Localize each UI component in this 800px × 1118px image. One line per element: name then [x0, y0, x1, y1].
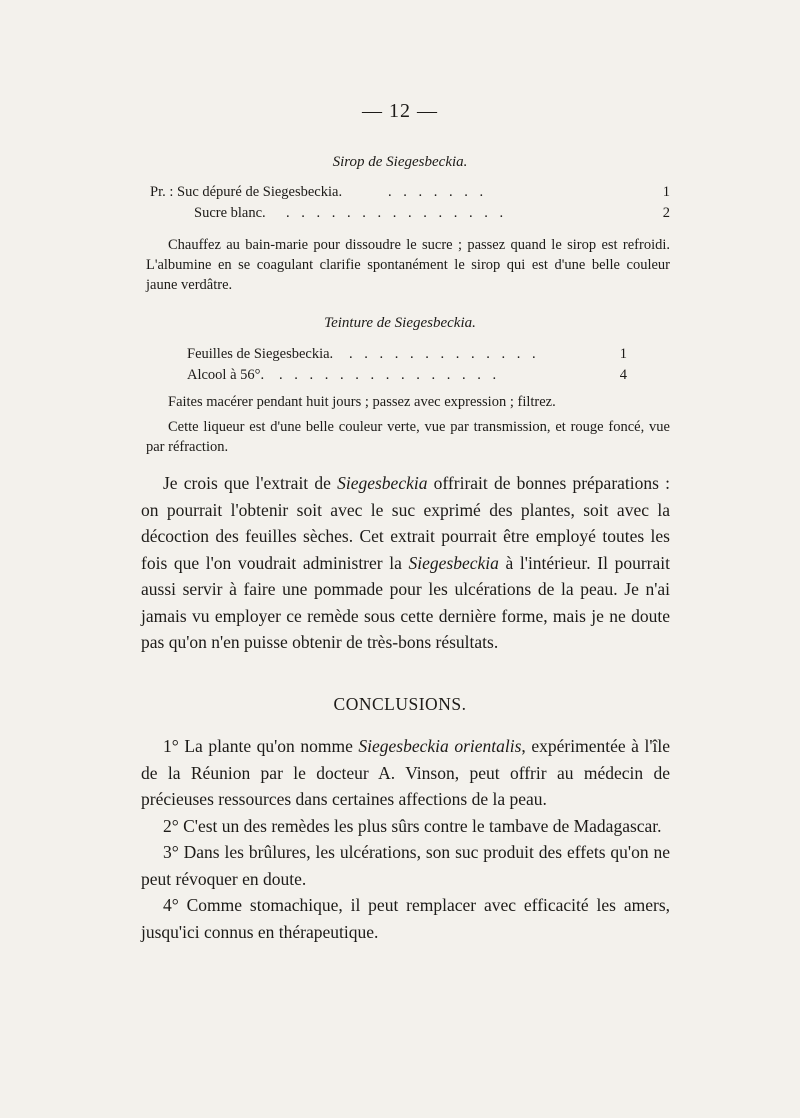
sirop-instructions: Chauffez au bain-marie pour dissoudre le sucre ; passez quand le sirop est refroidi. L'albumine en se coagulant clarifie spontanément le sirop qui est d'une belle couleur jaune verdâtre.	[146, 237, 670, 293]
conclusion-item-1: 1° La plante qu'on nomme Siegesbeckia orientalis, expérimentée à l'île de la Réunion par le docteur A. Vinson, peut offrir au médecin de précieuses ressources dans certaines affections de la peau.	[141, 736, 670, 809]
leader-dots: . . . . . . . . . . . . . . .	[279, 367, 501, 383]
recipe-ingredient: Alcool à 56°.	[187, 367, 265, 383]
teinture-instructions: Faites macérer pendant huit jours ; passez avec expression ; filtrez.	[168, 394, 556, 410]
italic-name: Siegesbeckia	[408, 552, 499, 573]
leader-dots: . . . . . . . . . . . . .	[349, 346, 540, 362]
main-paragraph	[141, 470, 670, 656]
teinture-description: Cette liqueur est d'une belle couleur verte, vue par transmission, et rouge foncé, vue par réfraction.	[146, 419, 670, 455]
conclusion-item-2: 2° C'est un des remèdes les plus sûrs contre le tambave de Madagascar.	[163, 815, 662, 836]
recipe-ingredient: Sucre blanc.	[194, 205, 266, 221]
recipe-row	[150, 203, 670, 224]
recipe-row	[187, 365, 627, 386]
recipe-row	[187, 344, 627, 365]
recipe-ingredient: Feuilles de Siegesbeckia.	[187, 346, 334, 362]
italic-name: Siegesbeckia	[337, 473, 428, 493]
teinture-recipe	[187, 344, 627, 386]
leader-dots: . . . . . . .	[388, 184, 488, 200]
recipe-ingredient: Suc dépuré de Siegesbeckia.	[177, 184, 343, 200]
teinture-title: Teinture de Siegesbeckia.	[324, 315, 476, 331]
sirop-recipe	[150, 182, 670, 224]
recipe-quantity: 1	[619, 346, 627, 362]
item-number: 4°	[163, 895, 179, 915]
text-run: offrirait de bonnes préparations : on pourrait l'obtenir soit avec le suc exprimé des plantes, soit avec la décoction des feuilles sèches. Cet extrait pourrait être employé toutes les fois que l'on voudrait administrer la	[141, 473, 671, 573]
recipe-quantity: 2	[662, 205, 670, 221]
text-run: Je crois que l'extrait de	[163, 473, 338, 493]
leader-dots: . . . . . . . . . . . . . . .	[286, 205, 508, 221]
italic-name: Siegesbeckia orientalis	[358, 736, 522, 756]
conclusions-list	[141, 733, 670, 945]
text-run: à l'intérieur. Il pourrait aussi servir à faire une pommade pour les ulcérations de la peau. Je n'ai jamais vu employer ce remède sous cette dernière forme, mais je ne doute pas qu'on n'en puisse obtenir de très-bons résultats.	[141, 552, 670, 652]
conclusions-heading: CONCLUSIONS.	[333, 694, 467, 714]
item-number: 1°	[163, 736, 179, 756]
conclusion-item-4: 4° Comme stomachique, il peut remplacer avec efficacité les amers, jusqu'ici connus en thérapeutique.	[141, 895, 671, 942]
recipe-row	[150, 182, 670, 203]
item-number: 3°	[163, 842, 179, 862]
recipe-quantity: 4	[619, 367, 627, 383]
sirop-title: Sirop de Siegesbeckia.	[332, 154, 468, 170]
recipe-prefix: Pr. :	[150, 184, 174, 200]
page-number: — 12 —	[362, 100, 438, 122]
conclusion-item-3: 3° Dans les brûlures, les ulcérations, son suc produit des effets qu'on ne peut révoquer en doute.	[141, 842, 671, 889]
recipe-quantity: 1	[662, 184, 670, 200]
item-number: 2°	[163, 815, 179, 836]
